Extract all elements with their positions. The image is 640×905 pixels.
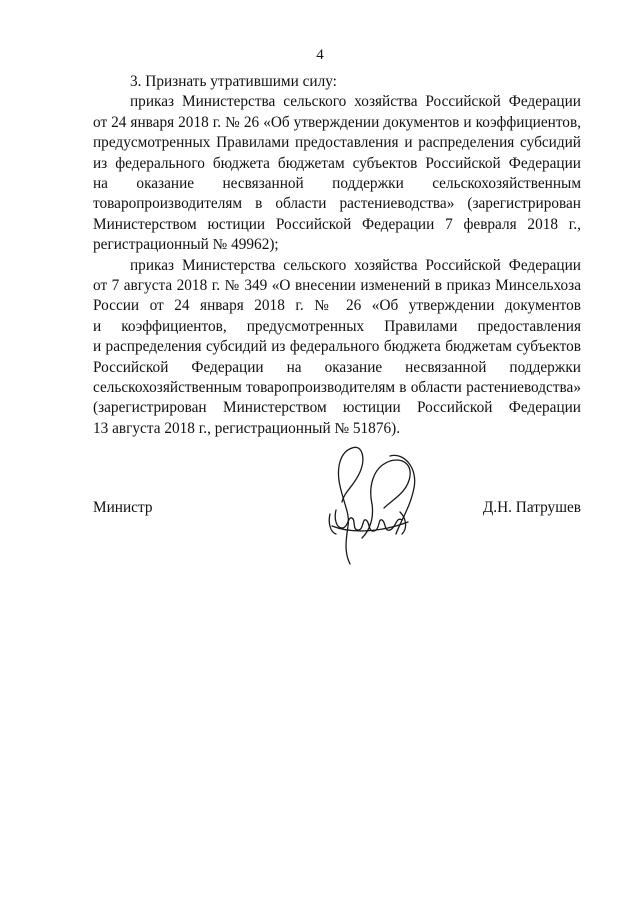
paragraph-1-line: из федерального бюджета бюджетам субъектов Российской Федерации [93, 154, 581, 172]
signature-row [93, 497, 581, 519]
signatory-title: Министр [93, 499, 153, 516]
paragraph-2-line: от 7 августа 2018 г. № 349 «О внесении изменений в приказ Минсельхоза [93, 276, 581, 294]
paragraph-2-line: 13 августа 2018 г., регистрационный № 51876). [93, 419, 401, 437]
paragraph-1-line: товаропроизводителям в области растениеводства» (зарегистрирован [93, 195, 581, 213]
paragraph-2-line: приказ Министерства сельского хозяйства Российской Федерации [130, 256, 581, 274]
paragraph-2-line: России от 24 января 2018 г. № 26 «Об утверждении документов [93, 297, 581, 315]
paragraph-1-line: Министерством юстиции Российской Федерации 7 февраля 2018 г., [93, 215, 581, 233]
signatory-name: Д.Н. Патрушев [482, 499, 581, 516]
paragraph-1-line: на оказание несвязанной поддержки сельскохозяйственным [93, 174, 581, 192]
paragraph-2-line: Российской Федерации на оказание несвязанной поддержки [93, 358, 581, 376]
paragraph-2-line: сельскохозяйственным товаропроизводителям в области растениеводства» [93, 378, 581, 396]
paragraph-2-line: и распределения субсидий из федерального бюджета бюджетам субъектов [93, 338, 581, 356]
paragraph-1-line: приказ Министерства сельского хозяйства Российской Федерации [130, 93, 581, 111]
paragraph-2 [93, 256, 581, 440]
section-heading: 3. Признать утратившими силу: [130, 73, 337, 90]
paragraph-1-line: регистрационный № 49962); [93, 236, 279, 254]
paragraph-1-line: от 24 января 2018 г. № 26 «Об утверждении документов и коэффициентов, [93, 113, 581, 131]
paragraph-2-line: и коэффициентов, предусмотренных Правилами предоставления [93, 317, 581, 335]
paragraph-1-line: предусмотренных Правилами предоставления и распределения субсидий [93, 134, 581, 152]
paragraph-2-line: (зарегистрирован Министерством юстиции Российской Федерации [93, 399, 581, 417]
page-number: 4 [316, 47, 324, 63]
paragraph-1 [93, 92, 581, 255]
section-heading-block [93, 72, 581, 92]
